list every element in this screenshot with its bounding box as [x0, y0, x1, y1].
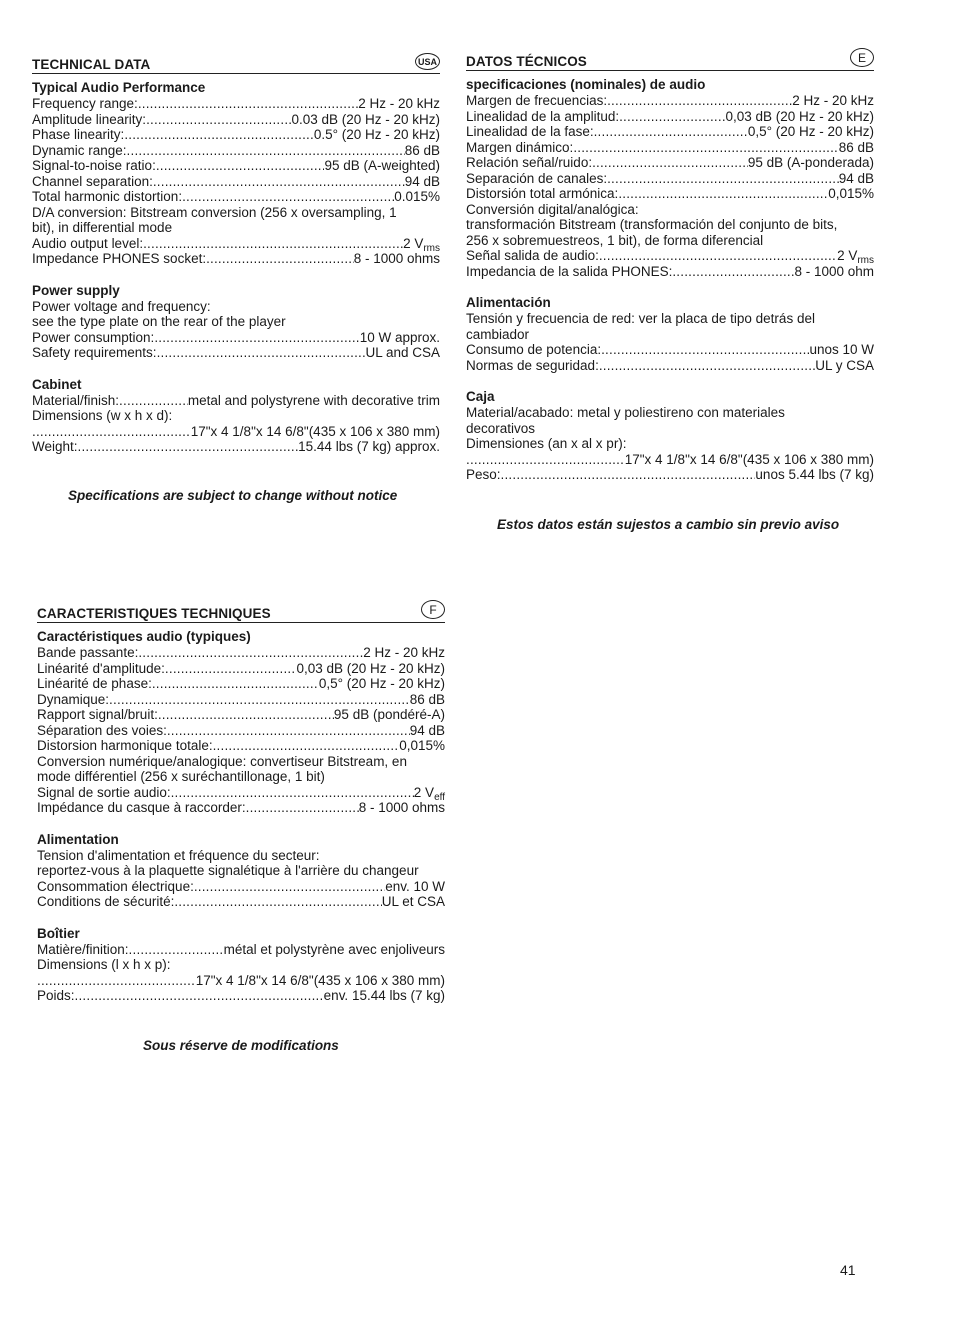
spec-value-text: 86 dB	[838, 139, 874, 155]
spec-value	[365, 345, 440, 361]
dot-leader	[466, 452, 625, 468]
dot-leader	[601, 342, 809, 358]
dot-leader	[129, 942, 224, 958]
spec-value	[748, 124, 874, 140]
spec-value	[314, 127, 440, 143]
spec-text: D/A conversion: Bitstream conversion (256 x oversampling, 1	[32, 204, 397, 220]
spec-label: Dynamique:	[37, 691, 110, 707]
spec-row	[37, 661, 445, 677]
spec-row	[466, 155, 874, 171]
spec-row	[32, 174, 440, 190]
dot-leader	[246, 800, 359, 816]
dot-leader	[672, 264, 794, 280]
spec-value-text: 2 V	[403, 235, 424, 251]
spec-label: Total harmonic distortion:	[32, 189, 183, 204]
spec-row	[32, 330, 440, 346]
spec-value	[196, 973, 445, 989]
spec-value-subscript: rms	[857, 255, 874, 266]
spec-text: see the type plate on the rear of the player	[32, 314, 286, 329]
section-title: TECHNICAL DATA	[32, 57, 151, 72]
spec-row	[37, 785, 445, 801]
spec-text: Material/acabado: metal y poliestireno con materiales	[466, 405, 785, 420]
spec-value-text: UL et CSA	[381, 894, 445, 909]
section-title: DATOS TÉCNICOS	[466, 54, 587, 69]
spec-label: Distorsion harmonique totale:	[37, 738, 213, 753]
spec-value	[792, 93, 874, 109]
spec-value-text: unos 5.44 lbs (7 kg)	[755, 467, 874, 482]
section-technical-data-usa	[32, 50, 440, 455]
spec-value-text: 95 dB (A-weighted)	[324, 158, 440, 173]
spec-row	[32, 158, 440, 174]
spec-row	[32, 96, 440, 112]
spec-label: Distorsión total armónica:	[466, 186, 619, 201]
dot-leader	[171, 785, 414, 801]
spec-value-text: 0,03 dB (20 Hz - 20 kHz)	[725, 108, 874, 124]
spec-value	[837, 248, 874, 264]
spec-label: Bande passante:	[37, 645, 139, 660]
dot-leader	[32, 424, 191, 440]
spec-value	[359, 800, 445, 816]
spec-value	[191, 424, 440, 440]
spec-value-text: 0.5° (20 Hz - 20 kHz)	[313, 127, 440, 142]
spec-value-text: 94 dB	[838, 170, 874, 186]
spec-value	[382, 894, 445, 910]
spec-text: reportez-vous à la plaquette signalétique à l'arrière du changeur	[37, 863, 419, 878]
spec-value	[394, 189, 440, 205]
spec-value	[794, 264, 874, 280]
spec-label: Matière/finition:	[37, 941, 129, 957]
spec-value	[403, 236, 440, 252]
spec-row	[466, 140, 874, 156]
spec-row	[32, 251, 440, 267]
spec-label: Amplitude linearity:	[32, 111, 147, 127]
dot-leader	[119, 393, 188, 409]
spec-label: Linéarité d'amplitude:	[37, 660, 165, 676]
spec-value	[324, 158, 440, 174]
spec-value-text: 2 Hz - 20 kHz	[792, 93, 874, 108]
section-body	[32, 80, 440, 455]
spain-badge-icon: E	[850, 48, 874, 67]
spec-label: Margen dinámico:	[466, 139, 574, 155]
section-header	[37, 599, 445, 623]
spec-label: Impedance PHONES socket:	[32, 251, 207, 266]
spec-label: Separación de canales:	[466, 170, 608, 186]
dot-leader	[152, 676, 319, 692]
spec-row	[32, 236, 440, 252]
group-title: specificaciones (nominales) de audio	[466, 77, 706, 92]
spec-label: Power consumption:	[32, 329, 155, 345]
dot-leader	[78, 439, 299, 455]
dot-leader	[599, 358, 815, 374]
spec-value	[410, 723, 445, 739]
spec-row	[37, 738, 445, 754]
spec-row	[32, 189, 440, 205]
spec-row	[466, 248, 874, 264]
spec-text: mode différentiel (256 x suréchantillonage, 1 bit)	[37, 769, 325, 784]
spec-value-text: métal et polystyrène avec enjoliveurs	[223, 941, 445, 957]
spec-label: Material/finish:	[32, 392, 120, 408]
dot-leader	[607, 93, 792, 109]
spec-value-text: 86 dB	[409, 691, 445, 707]
spec-row	[37, 800, 445, 816]
dot-leader	[599, 248, 837, 264]
spec-value	[360, 330, 440, 346]
spec-value-text: UL and CSA	[365, 345, 440, 360]
spec-value	[828, 186, 874, 202]
group-title: Power supply	[32, 282, 120, 298]
specs-notice: Estos datos están sujestos a cambio sin previo aviso	[497, 517, 840, 532]
dot-leader	[182, 189, 394, 205]
spec-value	[358, 96, 440, 112]
group-title: Alimentation	[37, 831, 119, 847]
section-header	[32, 50, 440, 74]
dot-leader	[607, 171, 839, 187]
spec-row	[37, 894, 445, 910]
spec-text: Power voltage and frequency:	[32, 298, 211, 314]
spec-value-text: 94 dB	[409, 722, 445, 738]
spec-value-text: 95 dB (pondéré-A)	[333, 707, 445, 722]
spec-value	[815, 358, 874, 374]
spec-value-text: 17"x 4 1/8"x 14 6/8"(435 x 106 x 380 mm)	[190, 423, 440, 439]
dot-leader	[167, 723, 410, 739]
dot-leader	[154, 330, 359, 346]
dot-leader	[146, 112, 291, 128]
group-title: Typical Audio Performance	[32, 80, 206, 95]
spec-text: Tension d'alimentation et fréquence du secteur:	[37, 847, 320, 863]
spec-label: Signal de sortie audio:	[37, 784, 171, 800]
specs-notice: Specifications are subject to change without notice	[68, 488, 398, 503]
spec-label: Dynamic range:	[32, 142, 127, 158]
dot-leader	[206, 251, 354, 267]
spec-value	[291, 112, 440, 128]
group-title: Cabinet	[32, 376, 82, 392]
spec-value	[839, 140, 874, 156]
spec-text: Dimensions (w x h x d):	[32, 408, 173, 423]
spec-row	[37, 707, 445, 723]
spec-label: Consumo de potencia:	[466, 342, 602, 357]
spec-value-text: 95 dB (A-ponderada)	[747, 155, 874, 170]
spec-value	[725, 109, 874, 125]
spec-row	[32, 393, 440, 409]
spec-value-text: 8 - 1000 ohms	[358, 800, 445, 815]
spec-label: Weight:	[32, 439, 78, 454]
dot-leader	[143, 236, 403, 252]
spec-row	[466, 264, 874, 280]
spec-value	[410, 692, 445, 708]
spec-value	[363, 645, 445, 661]
spec-text: Dimensiones (an x al x pr):	[466, 436, 627, 451]
spec-value-subscript: eff	[434, 791, 445, 803]
spec-row	[37, 973, 445, 989]
dot-leader	[157, 345, 366, 361]
dot-leader	[138, 96, 358, 112]
spec-value	[334, 707, 445, 723]
spec-value-text: 8 - 1000 ohms	[353, 251, 440, 266]
dot-leader	[594, 124, 748, 140]
spec-value	[319, 676, 445, 692]
spec-value	[414, 785, 445, 801]
spec-text: Conversión digital/analógica:	[466, 201, 639, 217]
spec-value-text: 0.015%	[394, 189, 440, 204]
dot-leader	[124, 127, 314, 143]
spec-value	[809, 342, 874, 358]
dot-leader	[165, 661, 297, 677]
section-body	[37, 629, 445, 1004]
spec-label: Audio output level:	[32, 235, 144, 251]
section-caracteristiques-techniques	[37, 599, 445, 1004]
specs-notice: Sous réserve de modifications	[143, 1038, 339, 1053]
spec-text: decorativos	[466, 420, 536, 436]
section-body	[466, 77, 874, 483]
spec-value-text: 86 dB	[404, 142, 440, 158]
spec-value-text: 0,015%	[828, 186, 874, 201]
spec-value-text: env. 10 W	[385, 878, 445, 894]
dot-leader	[127, 143, 405, 159]
dot-leader	[158, 707, 334, 723]
dot-leader	[213, 738, 400, 754]
spec-value-text: 2 Hz - 20 kHz	[358, 96, 440, 111]
spec-value	[324, 988, 445, 1004]
spec-label: Poids:	[37, 988, 75, 1003]
spec-label: Frequency range:	[32, 96, 138, 111]
spec-row	[466, 358, 874, 374]
dot-leader	[194, 879, 385, 895]
spec-text: bit), in differential mode	[32, 220, 173, 235]
spec-value-text: 0.03 dB (20 Hz - 20 kHz)	[291, 111, 440, 127]
usa-badge-icon: USA	[415, 53, 440, 70]
section-datos-tecnicos	[466, 47, 874, 483]
spec-row	[37, 942, 445, 958]
dot-leader	[501, 467, 756, 483]
dot-leader	[109, 692, 410, 708]
spec-value-text: 0,5° (20 Hz - 20 kHz)	[747, 124, 874, 139]
spec-value-text: UL y CSA	[815, 357, 874, 373]
group-title: Boîtier	[37, 925, 80, 941]
spec-label: Consommation électrique:	[37, 878, 194, 894]
page-number: 41	[840, 1262, 856, 1278]
dot-leader	[619, 109, 725, 125]
spec-label: Séparation des voies:	[37, 722, 167, 738]
spec-label: Conditions de sécurité:	[37, 894, 175, 909]
spec-value-subscript: rms	[423, 242, 440, 254]
spec-label: Signal-to-noise ratio:	[32, 158, 156, 173]
spec-value	[755, 467, 874, 483]
spec-row	[466, 452, 874, 468]
spec-row	[466, 342, 874, 358]
spec-value-text: 2 V	[837, 248, 858, 263]
section-header	[466, 47, 874, 71]
spec-value-text: 10 W approx.	[359, 329, 440, 345]
spec-row	[466, 467, 874, 483]
spec-value-text: 2 V	[413, 784, 435, 800]
spec-value	[405, 174, 440, 190]
spec-value	[405, 143, 440, 159]
spec-row	[37, 988, 445, 1004]
spec-row	[32, 143, 440, 159]
spec-text: cambiador	[466, 326, 530, 342]
spec-text: 256 x sobremuestreos, 1 bit), de forma diferencial	[466, 232, 764, 248]
spec-label: Impedancia de la salida PHONES:	[466, 263, 673, 279]
spec-value	[839, 171, 874, 187]
spec-label: Normas de seguridad:	[466, 357, 599, 373]
spec-value-text: 94 dB	[404, 173, 440, 189]
france-badge-icon: F	[421, 600, 445, 619]
group-title: Caractéristiques audio (typiques)	[37, 629, 251, 644]
spec-label: Linealidad de la fase:	[466, 124, 594, 139]
section-title: CARACTERISTIQUES TECHNIQUES	[37, 606, 271, 621]
spec-value-text: 0,03 dB (20 Hz - 20 kHz)	[296, 660, 445, 676]
spec-value	[625, 452, 874, 468]
spec-row	[32, 345, 440, 361]
spec-label: Phase linearity:	[32, 127, 125, 142]
spec-label: Peso:	[466, 467, 501, 482]
spec-value-text: 8 - 1000 ohm	[794, 263, 874, 279]
dot-leader	[138, 645, 363, 661]
spec-row	[466, 93, 874, 109]
spec-value-text: 17"x 4 1/8"x 14 6/8"(435 x 106 x 380 mm)	[195, 972, 445, 988]
spec-label: Linealidad de la amplitud:	[466, 108, 620, 124]
spec-label: Margen de frecuencias:	[466, 93, 608, 108]
spec-label: Impédance du casque à raccorder:	[37, 800, 246, 815]
spec-label: Channel separation:	[32, 173, 153, 189]
group-title: Alimentación	[466, 295, 551, 310]
dot-leader	[153, 174, 405, 190]
dot-leader	[618, 186, 828, 202]
spec-value-text: env. 15.44 lbs (7 kg)	[323, 988, 445, 1003]
spec-value	[385, 879, 445, 895]
spec-value-text: 17"x 4 1/8"x 14 6/8"(435 x 106 x 380 mm)	[624, 451, 874, 467]
spec-text: transformación Bitstream (transformación del conjunto de bits,	[466, 217, 838, 232]
group-title: Caja	[466, 389, 495, 404]
spec-value	[188, 393, 440, 409]
spec-label: Relación señal/ruido:	[466, 155, 593, 170]
spec-row	[37, 645, 445, 661]
spec-row	[32, 112, 440, 128]
spec-value-text: 0,5° (20 Hz - 20 kHz)	[318, 676, 445, 691]
spec-value	[224, 942, 445, 958]
spec-row	[466, 186, 874, 202]
spec-label: Safety requirements:	[32, 345, 157, 360]
dot-leader	[573, 140, 838, 156]
spec-row	[32, 127, 440, 143]
dot-leader	[592, 155, 748, 171]
spec-value-text: metal and polystyrene with decorative trim	[187, 392, 440, 408]
spec-value	[298, 439, 440, 455]
spec-value	[296, 661, 445, 677]
spec-text: Conversion numérique/analogique: convertiseur Bitstream, en	[37, 753, 407, 769]
spec-value-text: 2 Hz - 20 kHz	[363, 645, 445, 660]
spec-row	[37, 692, 445, 708]
spec-row	[466, 109, 874, 125]
spec-label: Rapport signal/bruit:	[37, 707, 158, 722]
spec-label: Señal salida de audio:	[466, 248, 599, 263]
dot-leader	[174, 894, 381, 910]
spec-row	[466, 124, 874, 140]
spec-value-text: unos 10 W	[809, 342, 874, 357]
spec-text: Tensión y frecuencia de red: ver la placa de tipo detrás del	[466, 311, 815, 326]
dot-leader	[156, 158, 325, 174]
spec-row	[37, 723, 445, 739]
spec-text: Dimensions (l x h x p):	[37, 957, 171, 972]
spec-value	[399, 738, 445, 754]
spec-value	[748, 155, 874, 171]
spec-row	[32, 439, 440, 455]
spec-row	[37, 676, 445, 692]
spec-value-text: 15.44 lbs (7 kg) approx.	[298, 439, 440, 454]
spec-row	[37, 879, 445, 895]
spec-value	[354, 251, 440, 267]
spec-label: Linéarité de phase:	[37, 676, 152, 691]
dot-leader	[75, 988, 324, 1004]
spec-row	[466, 171, 874, 187]
dot-leader	[37, 973, 196, 989]
spec-value-text: 0,015%	[399, 738, 445, 753]
spec-row	[32, 424, 440, 440]
